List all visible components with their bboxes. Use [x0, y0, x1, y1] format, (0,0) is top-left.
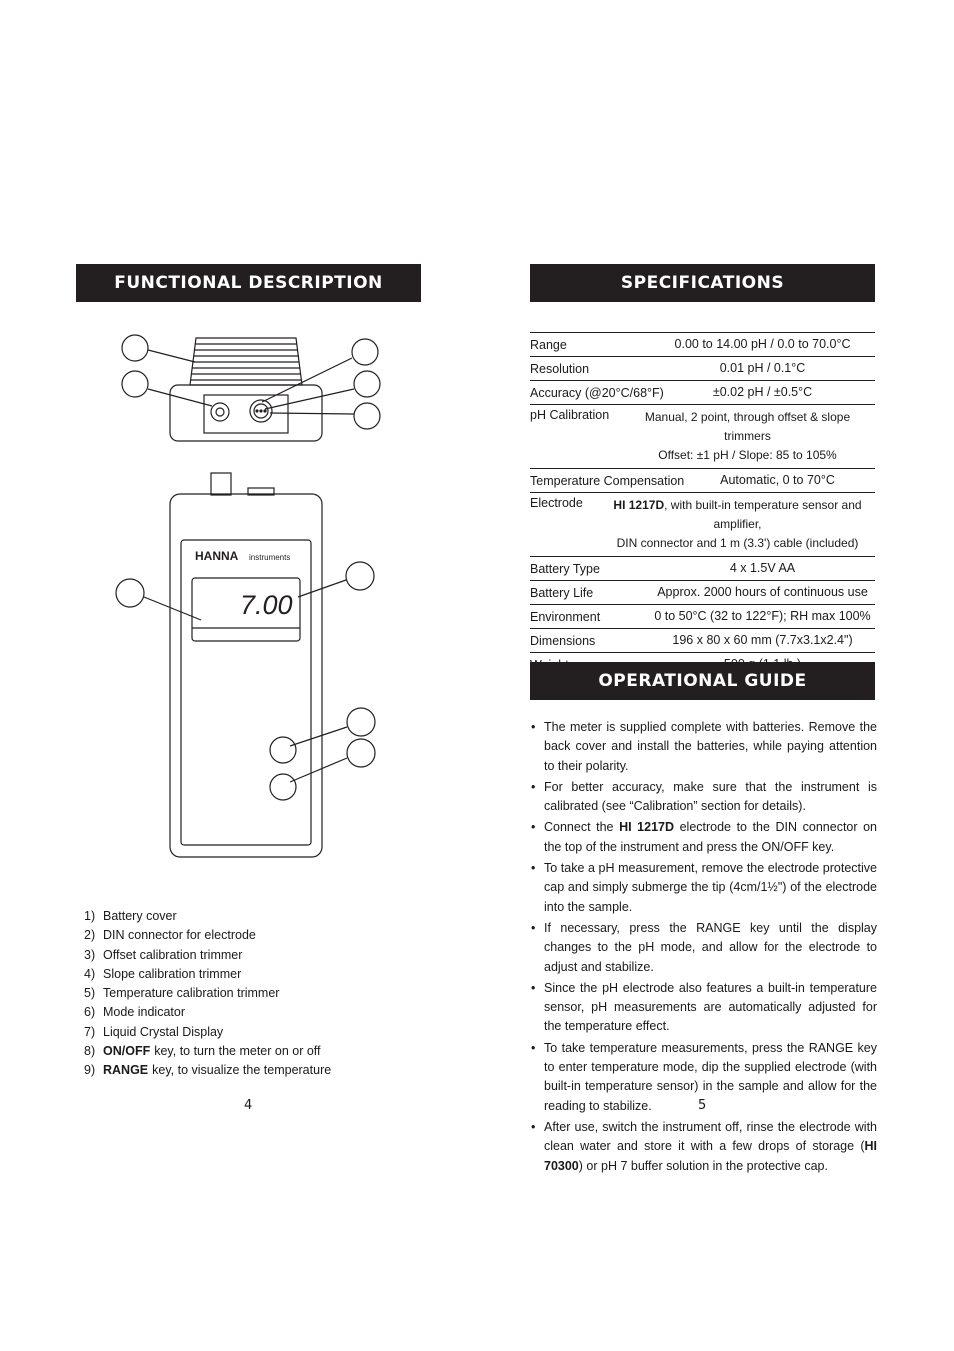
- lcd-reading: 7.00: [240, 590, 293, 620]
- item-number: 2): [84, 928, 96, 943]
- on-off-key-icon: [270, 737, 296, 763]
- item-text: [103, 907, 177, 926]
- spec-value: , with built-in temperature sensor and amplifier,: [664, 498, 862, 531]
- guide-text: The meter is supplied complete with batteries. Remove the back cover and install the batteries, while paying attention to their polarity.: [544, 720, 877, 773]
- banner-title: FUNCTIONAL DESCRIPTION: [114, 273, 383, 293]
- specifications-banner: [530, 264, 875, 302]
- list-item: [84, 1042, 414, 1061]
- spec-label: Range: [530, 337, 567, 352]
- page-number-left: 4: [244, 1098, 253, 1113]
- item-number: 8): [84, 1044, 96, 1059]
- spec-label: Resolution: [530, 361, 590, 376]
- guide-text-post: electrode to the DIN connector on the top of the instrument and press the ON/OFF key.: [544, 820, 878, 854]
- table-row: [530, 333, 875, 357]
- guide-bold: HI 1217D: [619, 820, 675, 835]
- table-row: [530, 381, 875, 405]
- list-item: [530, 1118, 877, 1176]
- spec-label: Battery Type: [530, 561, 600, 576]
- table-row: [530, 405, 875, 469]
- table-row: [530, 629, 875, 653]
- spec-value-2: DIN connector and 1 m (3.3') cable (included): [616, 536, 859, 550]
- spec-value-cell: [650, 332, 875, 357]
- item-text: [103, 1061, 331, 1080]
- guide-text: To take temperature measurements, press the RANGE key to enter temperature mode, dip the supplied electrode (with built-in temperature sensor) in the sample and allow for the reading to stabilize.: [544, 1040, 877, 1113]
- guide-text: For better accuracy, make sure that the instrument is calibrated (see “Calibration” section for details).: [544, 779, 877, 814]
- list-item: [530, 979, 877, 1037]
- meter-top-view: [122, 335, 380, 441]
- spec-value: 4 x 1.5V AA: [729, 561, 796, 575]
- banner-title: SPECIFICATIONS: [620, 273, 785, 293]
- item-desc: Slope calibration trimmer: [103, 966, 242, 981]
- item-desc: key, to turn the meter on or off: [154, 1044, 321, 1059]
- spec-value-cell: [680, 468, 875, 493]
- item-desc: Battery cover: [103, 909, 177, 923]
- spec-value: 0.00 to 14.00 pH / 0.0 to 70.0°C: [674, 337, 851, 351]
- list-item: [84, 1003, 414, 1022]
- item-number: 4): [84, 966, 96, 981]
- spec-value-cell: [650, 356, 875, 381]
- spec-value-cell: [650, 580, 875, 605]
- spec-value-cell: [600, 493, 875, 556]
- spec-label: Accuracy (@20°C/68°F): [530, 385, 664, 400]
- spec-value: Approx. 2000 hours of continuous use: [657, 585, 868, 599]
- spec-value: 0.01 pH / 0.1°C: [719, 361, 806, 375]
- item-text: [103, 946, 242, 965]
- item-key: ON/OFF: [103, 1044, 151, 1059]
- table-row: [530, 469, 875, 493]
- item-number: 3): [84, 947, 96, 962]
- banner-title: OPERATIONAL GUIDE: [598, 671, 807, 691]
- guide-text: Since the pH electrode also features a built-in temperature sensor, pH measurements are automatically adjusted for the temperature effect.: [544, 980, 877, 1034]
- specifications-table: [530, 332, 875, 677]
- page-number-right: 5: [698, 1098, 707, 1113]
- spec-value-bold: HI 1217D: [613, 498, 665, 512]
- item-desc: Liquid Crystal Display: [103, 1024, 224, 1039]
- list-item: [530, 818, 877, 857]
- list-item: [84, 965, 414, 984]
- item-number: 5): [84, 986, 96, 1001]
- guide-text-post: ) or pH 7 buffer solution in the protective cap.: [578, 1158, 828, 1173]
- guide-text: To take a pH measurement, remove the electrode protective cap and simply submerge the tip (4cm/1½") of the electrode into the sample.: [544, 861, 877, 914]
- guide-text: After use, switch the instrument off, rinse the electrode with clean water and store it with a few drops of storage (: [544, 1119, 877, 1154]
- spec-value-cell: [650, 604, 875, 629]
- spec-label: Environment: [530, 609, 601, 624]
- item-desc: DIN connector for electrode: [103, 928, 256, 943]
- item-key: RANGE: [103, 1063, 149, 1078]
- spec-label: Temperature Compensation: [530, 473, 685, 488]
- item-number: 6): [84, 1005, 96, 1020]
- spec-label: Battery Life: [530, 585, 594, 600]
- table-row: [530, 557, 875, 581]
- list-item: [530, 778, 877, 817]
- item-text: [103, 984, 279, 1003]
- spec-value: Automatic, 0 to 70°C: [720, 473, 835, 487]
- brand-logo-suffix: instruments: [249, 553, 291, 562]
- table-row: [530, 605, 875, 629]
- spec-value-cell: [650, 380, 875, 405]
- list-item: [84, 1061, 414, 1080]
- spec-label: Dimensions: [530, 633, 596, 648]
- item-number: 9): [84, 1063, 96, 1078]
- list-item: [84, 984, 414, 1003]
- parts-list: [84, 907, 414, 1081]
- list-item: [530, 718, 877, 776]
- item-text: [103, 926, 256, 945]
- item-text: [103, 1003, 185, 1022]
- item-desc: Offset calibration trimmer: [103, 947, 243, 962]
- guide-text: If necessary, press the RANGE key until the display changes to the pH mode, and allow for the electrode to adjust and stabilize.: [544, 920, 877, 974]
- meter-front-view: [116, 473, 375, 857]
- list-item: [84, 926, 414, 945]
- spec-value-2: Offset: ±1 pH / Slope: 85 to 105%: [658, 448, 837, 462]
- spec-value: 196 x 80 x 60 mm (7.7x3.1x2.4"): [672, 633, 853, 647]
- table-row: [530, 493, 875, 557]
- spec-value-cell: [620, 405, 875, 468]
- brand-logo: HANNA: [195, 549, 239, 563]
- spec-value: 0 to 50°C (32 to 122°F); RH max 100%: [654, 609, 871, 623]
- range-key-icon: [270, 774, 296, 800]
- item-desc: key, to visualize the temperature: [152, 1063, 332, 1078]
- list-item: [84, 1023, 414, 1042]
- spec-value: ±0.02 pH / ±0.5°C: [712, 385, 813, 399]
- spec-value-cell: [650, 556, 875, 581]
- list-item: [530, 919, 877, 977]
- operational-guide-banner: [530, 662, 875, 700]
- list-item: [530, 859, 877, 917]
- item-desc: Temperature calibration trimmer: [103, 986, 280, 1001]
- item-text: [103, 1042, 321, 1061]
- item-text: [103, 1023, 223, 1042]
- guide-text: Connect the: [544, 820, 620, 835]
- list-item: [84, 907, 414, 926]
- table-row: [530, 357, 875, 381]
- spec-value: Manual, 2 point, through offset & slope trimmers: [644, 410, 851, 443]
- spec-label: pH Calibration: [530, 408, 610, 422]
- spec-value-cell: [650, 628, 875, 653]
- spec-label: Electrode: [530, 496, 583, 510]
- item-text: [103, 965, 241, 984]
- guide-bold: HI 70300: [544, 1139, 877, 1173]
- table-row: [530, 581, 875, 605]
- item-number: 1): [84, 909, 96, 923]
- item-desc: Mode indicator: [103, 1005, 185, 1020]
- item-number: 7): [84, 1024, 96, 1039]
- list-item: [84, 946, 414, 965]
- din-connector-icon: [211, 403, 229, 421]
